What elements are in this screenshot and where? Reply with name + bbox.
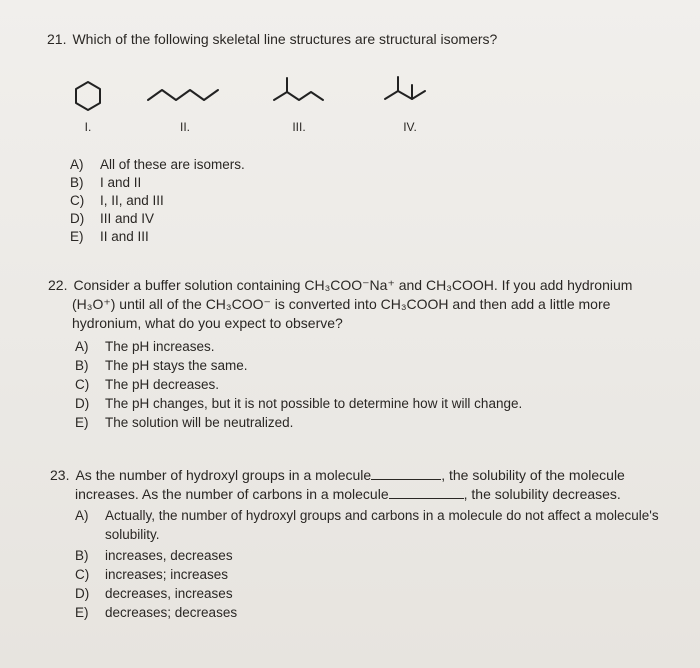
answer-option[interactable]: D) III and IV (70, 211, 155, 226)
question-23: 23. As the number of hydroxyl groups in a molecule , the solubility of the molecule (50, 467, 625, 483)
answer-option[interactable]: A) All of these are isomers. (70, 157, 245, 172)
answer-option[interactable]: A) Actually, the number of hydroxyl groups and carbons in a molecule do not affect a molecule's (75, 508, 659, 523)
answer-option[interactable]: E) The solution will be neutralized. (75, 415, 294, 430)
answer-option-continuation: solubility. (105, 527, 160, 542)
structure-label-ii: II. (179, 120, 190, 134)
answer-option[interactable]: B) increases, decreases (75, 548, 233, 563)
answer-option[interactable]: E) decreases; decreases (75, 605, 238, 620)
answer-option[interactable]: B) The pH stays the same. (75, 358, 248, 373)
structures-figure (0, 0, 700, 140)
question-number: 22. (48, 277, 68, 293)
cyclohexane-icon (76, 82, 100, 110)
answer-option[interactable]: E) II and III (70, 229, 149, 244)
question-number: 23. (50, 467, 70, 483)
question-text-line-1: Consider a buffer solution containing CH₃COO⁻Na⁺ and CH₃COOH. If you add hydronium (73, 277, 633, 293)
structure-label-iv: IV. (403, 120, 417, 134)
answer-option[interactable]: C) The pH decreases. (75, 377, 220, 392)
answer-option[interactable]: B) I and II (70, 175, 142, 190)
question-22 (48, 276, 688, 295)
answer-option[interactable]: D) The pH changes, but it is not possible to determine how it will change. (75, 396, 523, 411)
structure-label-i: I. (84, 120, 92, 134)
structure-label-iii: III. (292, 120, 306, 134)
question-number: 21. (47, 31, 67, 47)
answer-option[interactable]: C) I, II, and III (70, 193, 164, 208)
fill-in-blank[interactable] (371, 467, 441, 480)
answer-option[interactable]: A) The pH increases. (75, 339, 215, 354)
question-text-line-3: hydronium, what do you expect to observe? (72, 315, 343, 331)
hexane-chain-icon (148, 90, 218, 100)
question-text-line-2: (H₃O⁺) until all of the CH₃COO⁻ is converted into CH₃COOH and then add a little more (72, 296, 611, 312)
answer-option[interactable]: D) decreases, increases (75, 586, 233, 601)
fill-in-blank[interactable] (389, 486, 464, 499)
methylpentane-icon (274, 78, 323, 100)
question-23-line-2: increases. As the number of carbons in a molecule , the solubility decreases. (75, 486, 621, 502)
dimethylbutane-icon (385, 77, 425, 99)
answer-option[interactable]: C) increases; increases (75, 567, 229, 582)
question-text: Which of the following skeletal line structures are structural isomers? (72, 31, 498, 47)
